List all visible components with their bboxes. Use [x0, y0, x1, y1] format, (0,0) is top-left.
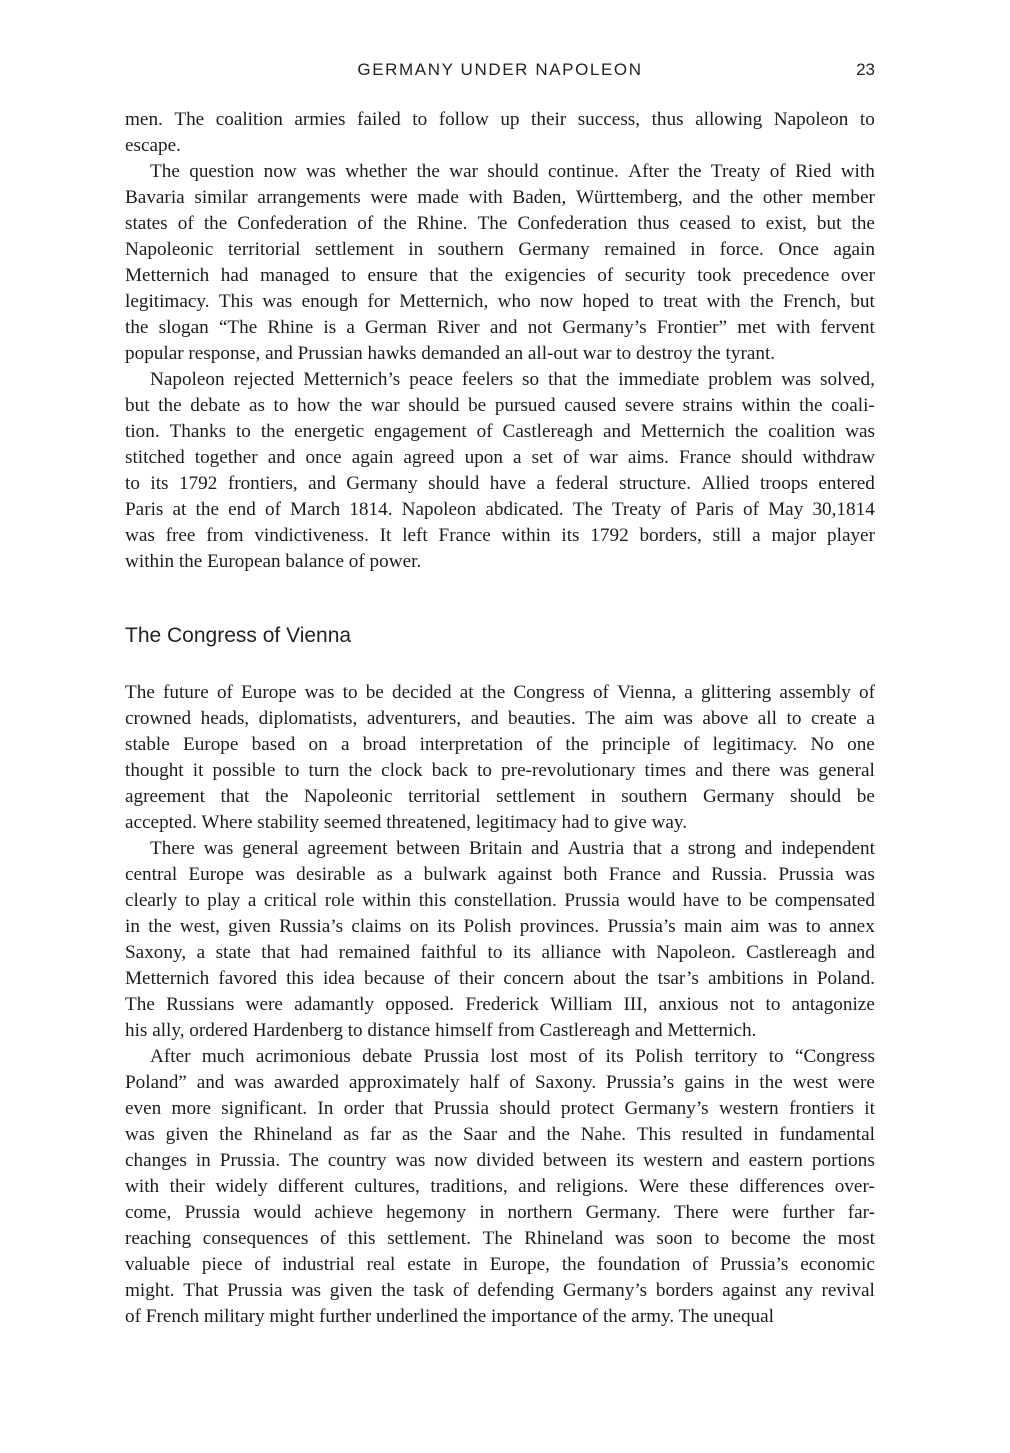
text-line: The future of Europe was to be decided at the Congress of Vienna, a glittering assembly of: [125, 682, 875, 703]
text-line: thought it possible to turn the clock back to pre-revolutionary times and there was general: [125, 760, 875, 781]
text-line: reaching consequences of this settlement. The Rhineland was soon to become the most: [125, 1228, 875, 1249]
text-line: the slogan “The Rhine is a German River and not Germany’s Frontier” met with fervent: [125, 317, 875, 338]
text-line: crowned heads, diplomatists, adventurers, and beauties. The aim was above all to create a: [125, 708, 875, 729]
text-line: within the European balance of power.: [125, 551, 422, 572]
text-line: The Russians were adamantly opposed. Frederick William III, anxious not to antagonize: [125, 994, 875, 1015]
text-line: but the debate as to how the war should be pursued caused severe strains within the coali-: [125, 395, 875, 416]
text-line: to its 1792 frontiers, and Germany should have a federal structure. Allied troops entered: [125, 473, 875, 494]
text-line: clearly to play a critical role within this constellation. Prussia would have to be compensated: [125, 890, 875, 911]
running-header: [125, 58, 875, 82]
text-line: changes in Prussia. The country was now divided between its western and eastern portions: [125, 1150, 875, 1171]
text-line: Bavaria similar arrangements were made with Baden, Württemberg, and the other member: [125, 187, 875, 208]
text-line: There was general agreement between Britain and Austria that a strong and independent: [150, 838, 875, 859]
text-line: Metternich had managed to ensure that the exigencies of security took precedence over: [125, 265, 875, 286]
text-line: states of the Confederation of the Rhine. The Confederation thus ceased to exist, but the: [125, 213, 875, 234]
paragraph: [125, 1044, 875, 1330]
text-line: Napoleon rejected Metternich’s peace feelers so that the immediate problem was solved,: [150, 369, 875, 390]
running-title: GERMANY UNDER NAPOLEON: [357, 60, 643, 79]
text-line: men. The coalition armies failed to follow up their success, thus allowing Napoleon to: [125, 109, 875, 130]
text-line: escape.: [125, 135, 181, 156]
text-line: Metternich favored this idea because of their concern about the tsar’s ambitions in Poland.: [125, 968, 875, 989]
text-line: stable Europe based on a broad interpretation of the principle of legitimacy. No one: [125, 734, 875, 755]
text-line: Paris at the end of March 1814. Napoleon abdicated. The Treaty of Paris of May 30,1814: [125, 499, 875, 520]
text-line: stitched together and once again agreed upon a set of war aims. France should withdraw: [125, 447, 875, 468]
page-number: 23: [856, 60, 875, 79]
text-line: was given the Rhineland as far as the Saar and the Nahe. This resulted in fundamental: [125, 1124, 875, 1145]
paragraph: [125, 680, 875, 836]
text-line: with their widely different cultures, traditions, and religions. Were these differences over-: [125, 1176, 875, 1197]
section-body-congress-of-vienna: [125, 680, 875, 1330]
text-line: popular response, and Prussian hawks demanded an all-out war to destroy the tyrant.: [125, 343, 776, 364]
text-line: even more significant. In order that Prussia should protect Germany’s western frontiers it: [125, 1098, 875, 1119]
text-line: might. That Prussia was given the task of defending Germany’s borders against any revival: [125, 1280, 875, 1301]
text-line: was free from vindictiveness. It left France within its 1792 borders, still a major player: [125, 525, 875, 546]
text-line: Saxony, a state that had remained faithful to its alliance with Napoleon. Castlereagh and: [125, 942, 875, 963]
text-line: Napoleonic territorial settlement in southern Germany remained in force. Once again: [125, 239, 875, 260]
section-body-napoleon: [125, 107, 875, 575]
text-line: his ally, ordered Hardenberg to distance himself from Castlereagh and Metternich.: [125, 1020, 757, 1041]
text-line: Poland” and was awarded approximately half of Saxony. Prussia’s gains in the west were: [125, 1072, 875, 1093]
text-line: of French military might further underlined the importance of the army. The unequal: [125, 1306, 774, 1327]
paragraph: [125, 107, 875, 159]
text-line: legitimacy. This was enough for Metternich, who now hoped to treat with the French, but: [125, 291, 875, 312]
text-line: tion. Thanks to the energetic engagement of Castlereagh and Metternich the coalition was: [125, 421, 875, 442]
text-line: come, Prussia would achieve hegemony in northern Germany. There were further far-: [125, 1202, 875, 1223]
text-line: agreement that the Napoleonic territorial settlement in southern Germany should be: [125, 786, 875, 807]
text-line: accepted. Where stability seemed threatened, legitimacy had to give way.: [125, 812, 688, 833]
text-line: valuable piece of industrial real estate in Europe, the foundation of Prussia’s economic: [125, 1254, 875, 1275]
text-line: The question now was whether the war should continue. After the Treaty of Ried with: [150, 161, 875, 182]
paragraph: [125, 367, 875, 575]
text-line: After much acrimonious debate Prussia lost most of its Polish territory to “Congress: [150, 1046, 875, 1067]
paragraph: [125, 836, 875, 1044]
paragraph: [125, 159, 875, 367]
text-line: central Europe was desirable as a bulwark against both France and Russia. Prussia was: [125, 864, 875, 885]
text-line: in the west, given Russia’s claims on its Polish provinces. Prussia’s main aim was to annex: [125, 916, 875, 937]
section-heading: The Congress of Vienna: [125, 624, 352, 647]
